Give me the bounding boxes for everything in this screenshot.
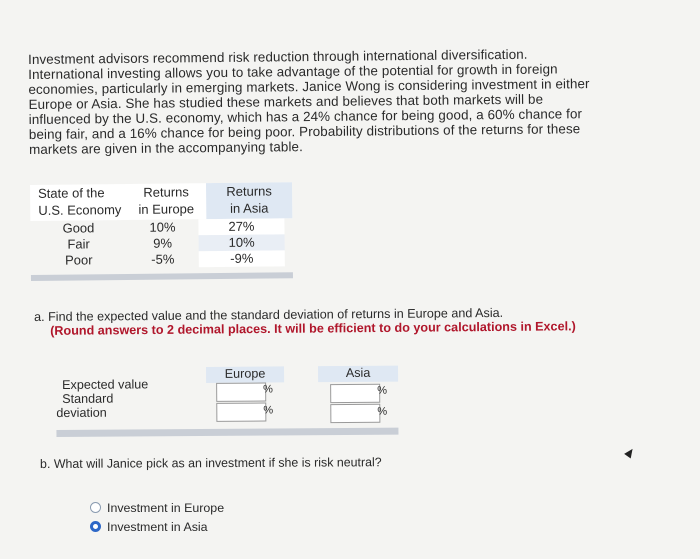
label-expected-value: Expected value: [62, 377, 149, 392]
header-state-line1: State of the: [38, 185, 105, 201]
answer-col-europe: Europe: [206, 366, 284, 383]
returns-table-body: [30, 218, 292, 269]
option-asia[interactable]: [90, 517, 224, 536]
answer-table-divider: [56, 428, 398, 437]
header-asia-line2: in Asia: [230, 200, 269, 216]
europe-sd-unit: %: [263, 404, 274, 417]
option-europe[interactable]: [90, 498, 224, 517]
header-europe-line1: Returns: [143, 184, 189, 200]
table-divider: [31, 272, 293, 281]
question-b-options: [90, 498, 224, 536]
answer-row-labels: [56, 377, 206, 420]
question-a: [34, 305, 594, 338]
state-cell: Good: [62, 220, 95, 236]
state-cell: Fair: [67, 236, 90, 252]
returns-table: [30, 182, 293, 281]
europe-expected-value-input[interactable]: [216, 383, 266, 402]
europe-cell: 10%: [149, 219, 176, 235]
asia-std-deviation-input[interactable]: [330, 404, 380, 423]
question-a-text: a. Find the expected value and the standard deviation of returns in Europe and Asia.: [34, 305, 504, 324]
asia-cell: 27%: [198, 218, 284, 235]
europe-cell: -5%: [151, 251, 175, 267]
asia-sd-unit: %: [377, 405, 388, 418]
radio-europe[interactable]: [90, 502, 101, 513]
mouse-cursor-icon: [624, 447, 636, 459]
state-cell: Poor: [64, 252, 93, 268]
header-asia-line1: Returns: [226, 183, 272, 199]
table-row: [31, 250, 293, 269]
label-standard: Standard: [62, 391, 114, 406]
answer-table: [56, 365, 398, 420]
option-europe-label: Investment in Europe: [107, 500, 225, 515]
europe-std-deviation-input[interactable]: [216, 403, 266, 422]
header-europe: [126, 183, 206, 220]
problem-intro: Investment advisors recommend risk reduction through international diversification. International investing allows you to take advantage of the potential for growth in foreign economies, particularly in emerging markets. Janice Wong is considering investment in either Europe or Asia. She has studied these markets and believes that both markets will be influenced by the U.S. economy, which has a 24% chance for being good, a 60% chance for being fair, and a 16% chance for being poor. Probability distributions of the returns for these markets are given in the accompanying table.: [28, 46, 590, 157]
question-b-text: b. What will Janice pick as an investment if she is risk neutral?: [40, 455, 382, 471]
returns-table-header: [30, 182, 292, 221]
label-deviation: deviation: [56, 405, 107, 420]
europe-cell: 9%: [153, 235, 173, 251]
question-a-instruction: (Round answers to 2 decimal places. It will be efficient to do your calculations in Excel.): [50, 319, 576, 338]
header-europe-line2: in Europe: [138, 201, 195, 217]
header-state: [30, 184, 126, 221]
header-asia: [206, 182, 292, 219]
asia-cell: -9%: [199, 250, 285, 267]
asia-expected-value-input[interactable]: [330, 384, 380, 403]
option-asia-label: Investment in Asia: [107, 519, 208, 534]
answer-col-asia: Asia: [318, 366, 398, 383]
asia-ev-unit: %: [377, 384, 387, 397]
europe-ev-unit: %: [263, 383, 273, 396]
radio-asia-selected[interactable]: [90, 521, 101, 532]
header-state-line2: U.S. Economy: [38, 202, 122, 218]
asia-cell: 10%: [199, 234, 285, 251]
